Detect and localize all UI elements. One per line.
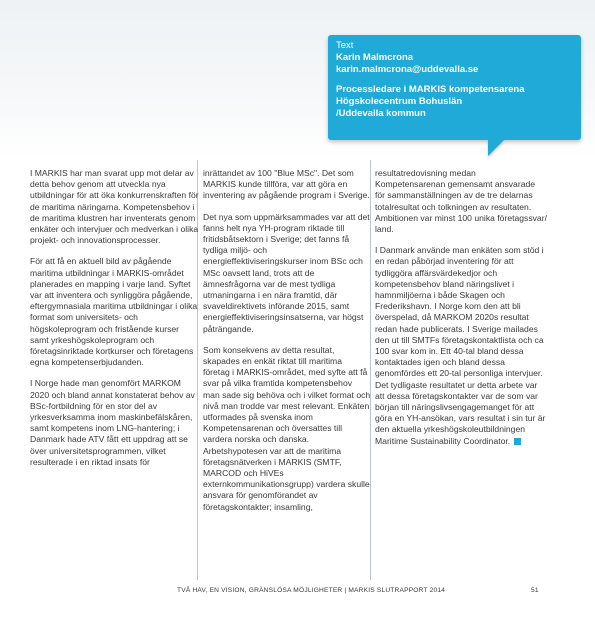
author-org: Högskolecentrum Bohuslän bbox=[336, 96, 463, 107]
author-name: Karin Malmcrona bbox=[336, 52, 414, 63]
paragraph-last bbox=[375, 245, 547, 447]
page-number: 51 bbox=[531, 587, 539, 594]
paragraph: Det nya som uppmärksammades var att det fanns helt nya YH-program riktade till fritidsbåtsektorn i Sverige; det fanns få tydliga miljö- och energieffektiviseringskurser inom BSc och MSc oavsett land, trots att de ämnesfrågorna var de mest tydliga utmaningarna i en nära framtid, där svaveldirektivets införande 2015, samt energieffektiviseringsinsatserna, var högst påträngande. bbox=[203, 211, 370, 334]
paragraph: Som konsekvens av detta resultat, skapades en enkät riktat till maritima företag i MARKIS-området, med syfte att få svar på vilka framtida kompetensbehov man sade sig behöva och i vilket format och nivå man trodde var mest relevant. Enkäten utformades på svenska inom Kompetensarenan och översattes till vardera norska och danska. Arbetshypotesen var att de maritima företagsnätverken i MARKIS (SMTF, MARCOD och HiVEs externkommunikationsgrupp) vardera skulle ansvara för genomförandet av företagskontakter; insamling, bbox=[203, 344, 371, 512]
author-email[interactable]: karin.malmcrona@uddevalla.se bbox=[336, 64, 479, 75]
end-of-article-icon bbox=[514, 438, 521, 445]
footer-title: TVÅ HAV, EN VISION, GRÄNSLÖSA MÖJLIGHETER | MARKIS SLUTRAPPORT 2014 bbox=[177, 587, 446, 594]
paragraph-text: I Danmark använde man enkäten som stöd i en redan påbörjad inventering för att tydliggöra affärsvärdekedjor och kompetensbehov bland näringslivet i hamnmiljöerna i både Skagen och Frederikshavn. I Norge kom den att bli överspelad, då MARKOM 2020s resultat redan hade publicerats. I Sverige mailades den ut till SMTFs företagskontaktlista och ca 100 svar kom in. Ett 40-tal bland dessa kontaktades igen och bland dessa genomfördes ett 20-tal personliga intervjuer. Det tydligaste resultatet ur detta arbete var att dessa företagskontakter var de som var början till näringslivsengagemanget för att göra en YH-ansökan, vars resultat i sin tur är den aktuella yrkeshögskoleutbildningen Maritime Sustainability Coordinator. bbox=[375, 245, 546, 446]
paragraph: resultatredovisning medan Kompetensarenan gemensamt ansvarade för sammanställningen av de tre delarnas totalresultat och tolkningen av resultaten. Ambitionen var minst 100 unika företagssvar/ land. bbox=[375, 168, 547, 235]
byline-label: Text bbox=[336, 40, 354, 51]
text-column-3 bbox=[375, 168, 547, 457]
byline-box bbox=[328, 35, 581, 140]
text-column-1 bbox=[30, 168, 200, 478]
author-org-2: /Uddevalla kommun bbox=[336, 108, 426, 119]
author-role: Processledare i MARKIS kompetensarena bbox=[336, 84, 525, 95]
speech-bubble-tail bbox=[488, 140, 504, 156]
text-column-2 bbox=[203, 168, 371, 523]
paragraph: För att få en aktuell bild av pågående maritima utbildningar i MARKIS-området planerades en mapping i varje land. Syftet var att inventera och synliggöra pågående, eftergymnasiala maritima utbildningar i olika format som universitets- och högskoleprogram och fristående kurser samt yrkeshögskoleprogram och företagsinriktade kortkurser och företagens egna kompetenserbjudanden. bbox=[30, 256, 198, 368]
paragraph: I Norge hade man genomfört MARKOM 2020 och bland annat konstaterat behov av BSc-fortbildning för en stor del av yrkesverksamma inom maskinbefälskåren, samt kompetens inom LNG-hantering; i Danmark hade ATV fått ett uppdrag att se över universitetsprogrammen, vilket resulterade i en riktad insats för bbox=[30, 378, 195, 467]
paragraph: inrättandet av 100 "Blue MSc". Det som MARKIS kunde tillföra, var att göra en inventering av pågående program i Sverige. bbox=[203, 168, 370, 201]
paragraph: I MARKIS har man svarat upp mot delar av detta behov genom att utveckla nya utbildningar för att öka konkurrenskraften för de maritima näringarna. Kompetensbehov i de maritima klustren har inventerats genom enkäter och intervjuer och medverkan i olika projekt- och innovationsprocesser. bbox=[30, 168, 199, 246]
